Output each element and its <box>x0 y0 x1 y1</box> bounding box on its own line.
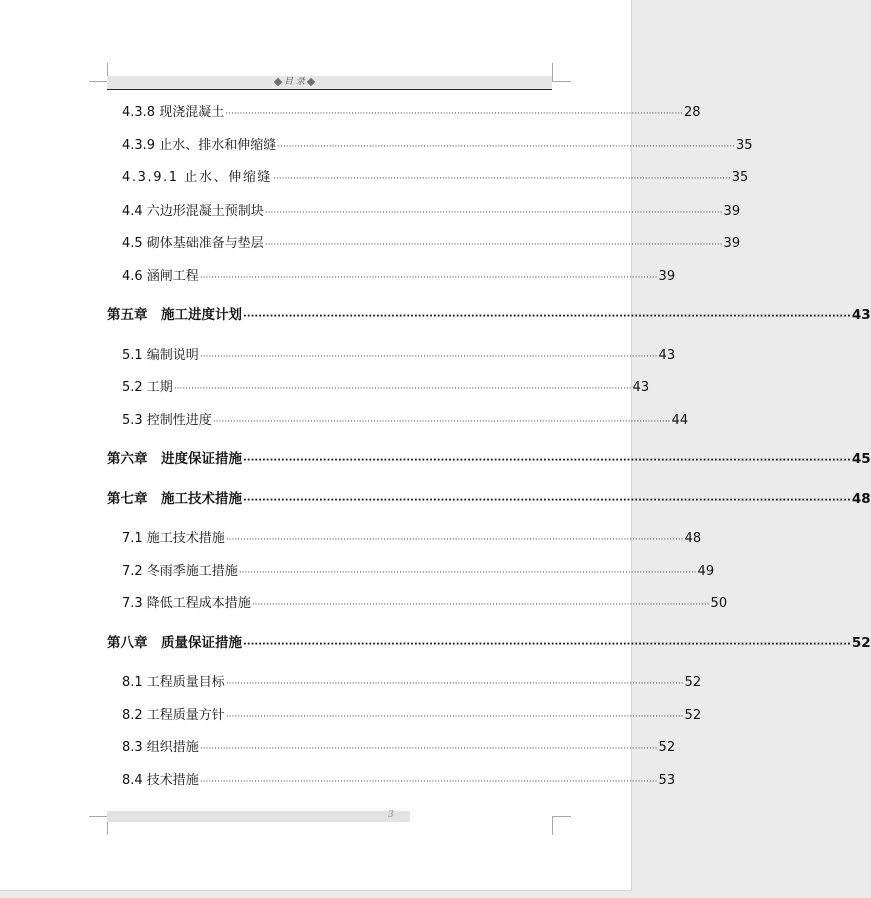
toc-entry-page: 52 <box>851 635 871 651</box>
crop-mark-top-left <box>89 63 108 82</box>
toc-entry-page: 35 <box>735 138 753 153</box>
page-footer-bar <box>107 811 410 822</box>
toc-entry-title: 8.3 组织措施 <box>122 740 199 755</box>
page-number: 3 <box>388 810 394 820</box>
toc-leader-dots: ································································································································································ <box>225 712 684 722</box>
toc-entry[interactable] <box>122 409 689 428</box>
toc-entry-page: 50 <box>710 596 728 611</box>
toc-entry-title: 4.3.8 现浇混凝土 <box>122 105 225 120</box>
toc-leader-dots: ································································································································································ <box>199 744 658 754</box>
toc-leader-dots: ································································································································································ <box>243 495 851 506</box>
toc-entry-title: 第六章 进度保证措施 <box>107 451 242 467</box>
toc-leader-dots: ································································································································································ <box>264 240 723 250</box>
toc-leader-dots: ································································································································································ <box>199 352 658 362</box>
toc-entry-page: 48 <box>851 491 871 507</box>
toc-leader-dots: ································································································································································ <box>264 208 723 218</box>
header-title: 目 录 <box>284 77 305 87</box>
toc-entry[interactable] <box>122 769 676 788</box>
toc-entry-page: 39 <box>658 269 676 284</box>
toc-leader-dots: ································································································································································ <box>243 639 851 650</box>
toc-leader-dots: ································································································································································ <box>243 455 851 466</box>
toc-entry[interactable] <box>122 527 702 546</box>
toc-entry-title: 8.4 技术措施 <box>122 773 199 788</box>
toc-leader-dots: ································································································································································ <box>225 109 683 119</box>
diamond-left-icon <box>274 77 282 85</box>
toc-chapter-entry[interactable] <box>107 487 871 507</box>
page-header <box>272 76 317 89</box>
toc-entry[interactable] <box>122 704 702 723</box>
toc-leader-dots: ································································································································································ <box>225 679 684 689</box>
toc-entry-title: 第五章 施工进度计划 <box>107 307 242 323</box>
toc-chapter-entry[interactable] <box>107 303 871 323</box>
toc-entry-title: 5.1 编制说明 <box>122 348 199 363</box>
toc-entry[interactable] <box>122 344 676 363</box>
toc-entry-title: 第七章 施工技术措施 <box>107 491 242 507</box>
page-header-bar <box>107 76 552 90</box>
toc-entry[interactable] <box>122 671 702 690</box>
toc-entry-page: 39 <box>723 236 741 251</box>
toc-entry[interactable] <box>122 560 715 579</box>
toc-entry[interactable] <box>122 166 749 185</box>
toc-entry-title: 5.3 控制性进度 <box>122 413 212 428</box>
toc-entry-title: 8.1 工程质量目标 <box>122 675 225 690</box>
toc-entry-page: 28 <box>683 105 701 120</box>
toc-entry-page: 53 <box>658 773 676 788</box>
toc-entry-page: 43 <box>658 348 676 363</box>
diamond-right-icon <box>307 77 315 85</box>
toc-entry-page: 48 <box>684 531 702 546</box>
crop-mark-bottom-left <box>89 816 108 835</box>
toc-leader-dots: ································································································································································ <box>251 600 710 610</box>
toc-entry-title: 第八章 质量保证措施 <box>107 635 242 651</box>
toc-leader-dots: ································································································································································ <box>199 273 658 283</box>
toc-entry[interactable] <box>122 134 753 153</box>
toc-entry-title: 8.2 工程质量方针 <box>122 708 225 723</box>
toc-entry-page: 43 <box>632 380 650 395</box>
toc-entry[interactable] <box>122 200 741 219</box>
crop-mark-top-right <box>552 63 571 82</box>
toc-leader-dots: ································································································································································ <box>273 174 731 184</box>
toc-entry-page: 45 <box>851 451 871 467</box>
toc-leader-dots: ································································································································································ <box>238 568 697 578</box>
toc-chapter-entry[interactable] <box>107 631 871 651</box>
toc-entry-title: 7.3 降低工程成本措施 <box>122 596 251 611</box>
toc-leader-dots: ································································································································································ <box>212 417 671 427</box>
toc-entry-title: 4.3.9 止水、排水和伸缩缝 <box>122 138 277 153</box>
toc-entry-title: 5.2 工期 <box>122 380 173 395</box>
toc-entry-page: 43 <box>851 307 871 323</box>
toc-entry[interactable] <box>122 376 650 395</box>
toc-leader-dots: ································································································································································ <box>173 384 632 394</box>
toc-leader-dots: ································································································································································ <box>225 535 684 545</box>
toc-entry-page: 44 <box>671 413 689 428</box>
toc-leader-dots: ································································································································································ <box>243 311 851 322</box>
toc-entry[interactable] <box>122 265 676 284</box>
toc-entry-title: 4.6 涵闸工程 <box>122 269 199 284</box>
crop-mark-bottom-right <box>552 816 571 835</box>
toc-entry-page: 52 <box>684 675 702 690</box>
toc-entry[interactable] <box>122 736 676 755</box>
toc-entry-page: 49 <box>697 564 715 579</box>
toc-entry-page: 39 <box>723 204 741 219</box>
toc-entry-title: 4.4 六边形混凝土预制块 <box>122 204 264 219</box>
toc-entry-page: 52 <box>658 740 676 755</box>
toc-leader-dots: ································································································································································ <box>199 777 658 787</box>
toc-entry-title: 4.5 砌体基础准备与垫层 <box>122 236 264 251</box>
toc-entry[interactable] <box>122 592 728 611</box>
toc-entry-page: 52 <box>684 708 702 723</box>
toc-entry-title: 7.1 施工技术措施 <box>122 531 225 546</box>
toc-entry-page: 35 <box>731 170 749 185</box>
toc-entry[interactable] <box>122 232 741 251</box>
toc-leader-dots: ································································································································································ <box>277 142 735 152</box>
toc-entry-title: 4.3.9.1 止水、伸缩缝 <box>122 170 273 185</box>
toc-chapter-entry[interactable] <box>107 447 871 467</box>
toc-entry-title: 7.2 冬雨季施工措施 <box>122 564 238 579</box>
toc-entry[interactable] <box>122 101 701 120</box>
